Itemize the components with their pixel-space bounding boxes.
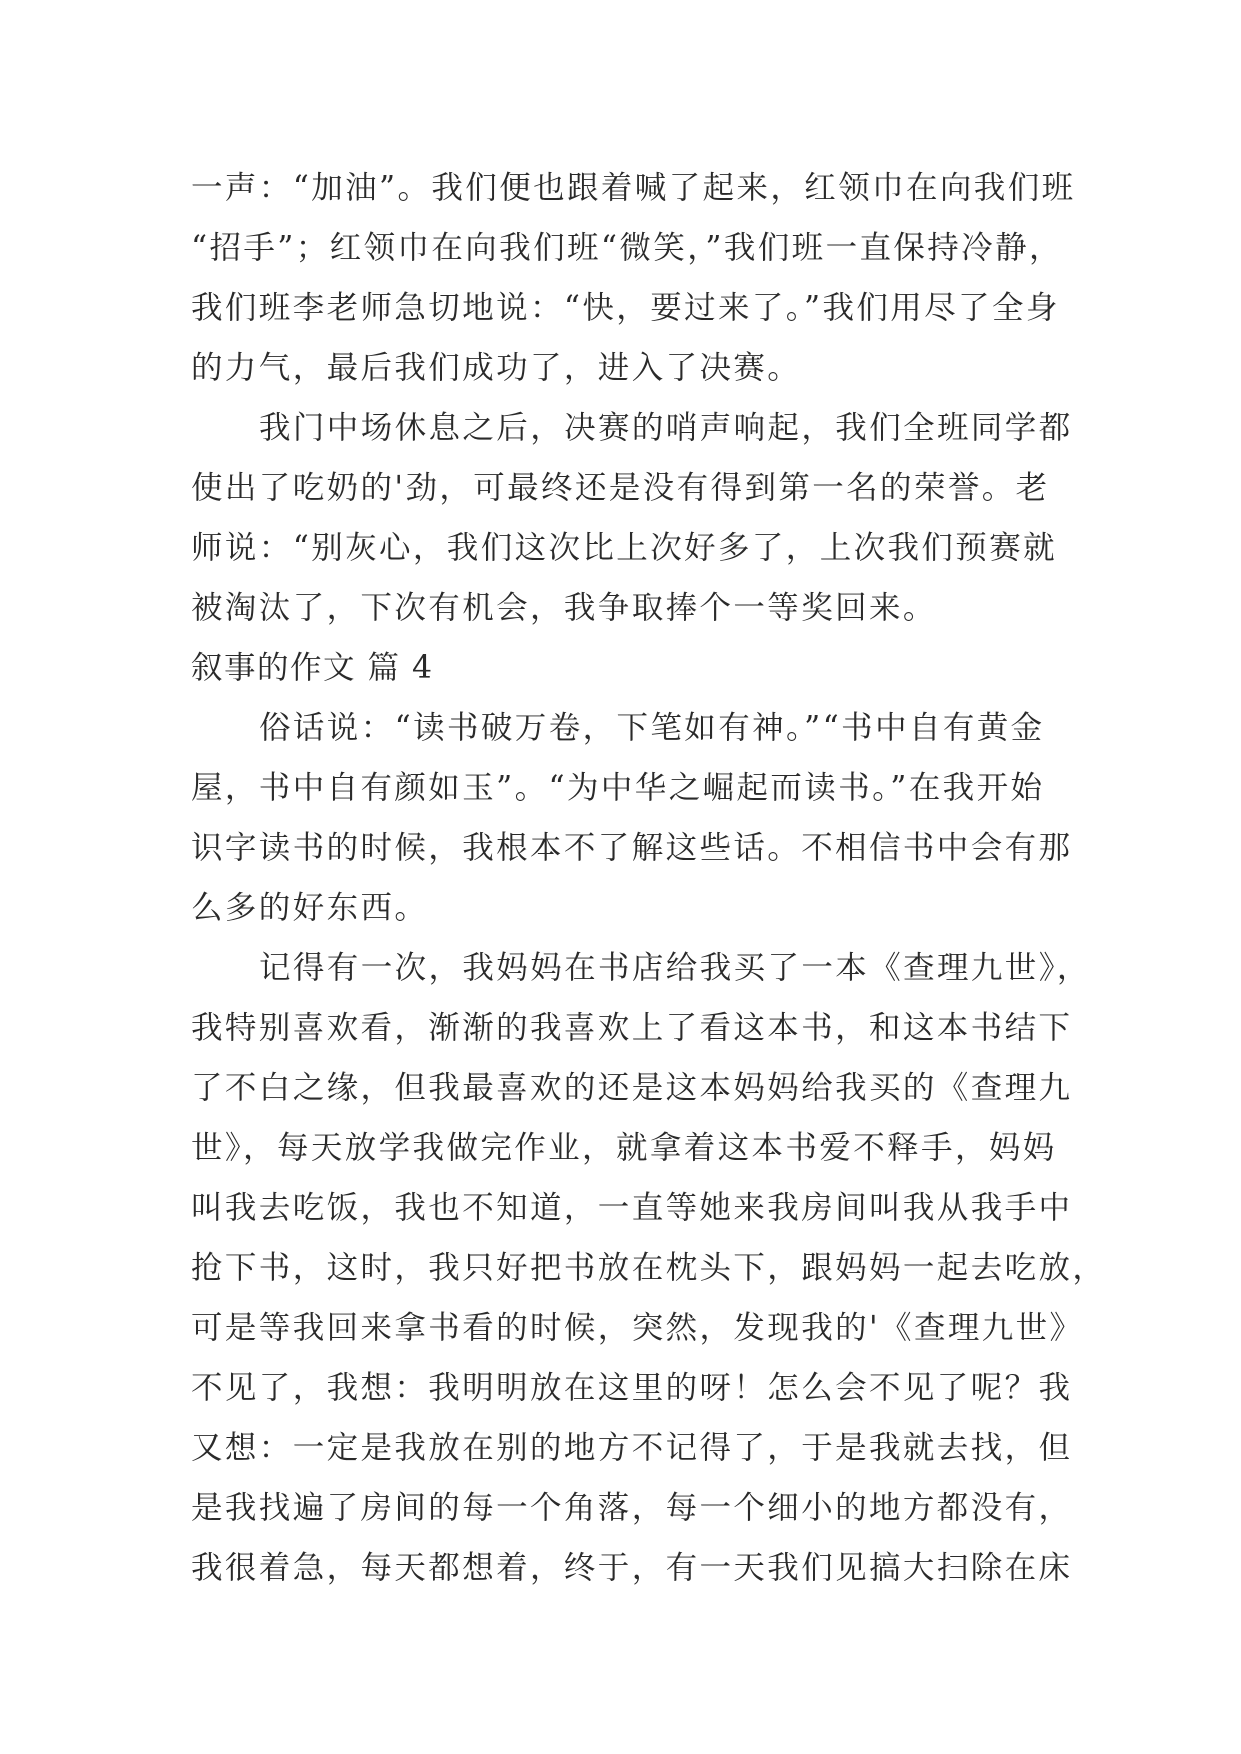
text-line: 被淘汰了，下次有机会，我争取捧个一等奖回来。 bbox=[191, 590, 937, 626]
text-line: “招手”；红领巾在向我们班“微笑，”我们班一直保持冷静， bbox=[191, 230, 1063, 266]
text-line: 我们班李老师急切地说：“快，要过来了。”我们用尽了全身 bbox=[191, 290, 1060, 326]
text-line: 我很着急，每天都想着，终于，有一天我们见搞大扫除在床 bbox=[191, 1550, 1073, 1586]
text-line: 使出了吃奶的'劲，可最终还是没有得到第一名的荣誉。老 bbox=[191, 470, 1050, 506]
text-line: 可是等我回来拿书看的时候，突然，发现我的'《查理九世》 bbox=[191, 1310, 1084, 1346]
text-line: 又想：一定是我放在别的地方不记得了，于是我就去找，但 bbox=[191, 1430, 1073, 1466]
text-line: 了不白之缘，但我最喜欢的还是这本妈妈给我买的《查理九 bbox=[191, 1070, 1073, 1106]
text-line: 的力气，最后我们成功了，进入了决赛。 bbox=[191, 350, 802, 386]
text-line: 识字读书的时候，我根本不了解这些话。不相信书中会有那 bbox=[191, 830, 1073, 866]
text-line: 我特别喜欢看，渐渐的我喜欢上了看这本书，和这本书结下 bbox=[191, 1010, 1073, 1046]
document-body bbox=[191, 158, 1107, 1598]
text-line: 抢下书，这时，我只好把书放在枕头下，跟妈妈一起去吃放， bbox=[191, 1250, 1107, 1286]
text-line: 叫我去吃饭，我也不知道，一直等她来我房间叫我从我手中 bbox=[191, 1190, 1073, 1226]
section-heading: 叙事的作文 篇 4 bbox=[191, 650, 434, 686]
text-line: 俗话说：“读书破万卷，下笔如有神。”“书中自有黄金 bbox=[259, 710, 1045, 746]
text-line: 师说：“别灰心，我们这次比上次好多了，上次我们预赛就 bbox=[191, 530, 1058, 566]
text-line: 我门中场休息之后，决赛的哨声响起，我们全班同学都 bbox=[259, 410, 1073, 446]
text-line: 不见了，我想：我明明放在这里的呀！怎么会不见了呢？我 bbox=[191, 1370, 1073, 1406]
text-line: 屋，书中自有颜如玉”。“为中华之崛起而读书。”在我开始 bbox=[191, 770, 1045, 806]
text-line: 么多的好东西。 bbox=[191, 890, 429, 926]
text-line: 世》，每天放学我做完作业，就拿着这本书爱不释手，妈妈 bbox=[191, 1130, 1057, 1166]
text-line: 一声：“加油”。我们便也跟着喊了起来，红领巾在向我们班 bbox=[191, 170, 1076, 206]
text-line: 是我找遍了房间的每一个角落，每一个细小的地方都没有， bbox=[191, 1490, 1073, 1526]
text-line: 记得有一次，我妈妈在书店给我买了一本《查理九世》， bbox=[259, 950, 1091, 986]
